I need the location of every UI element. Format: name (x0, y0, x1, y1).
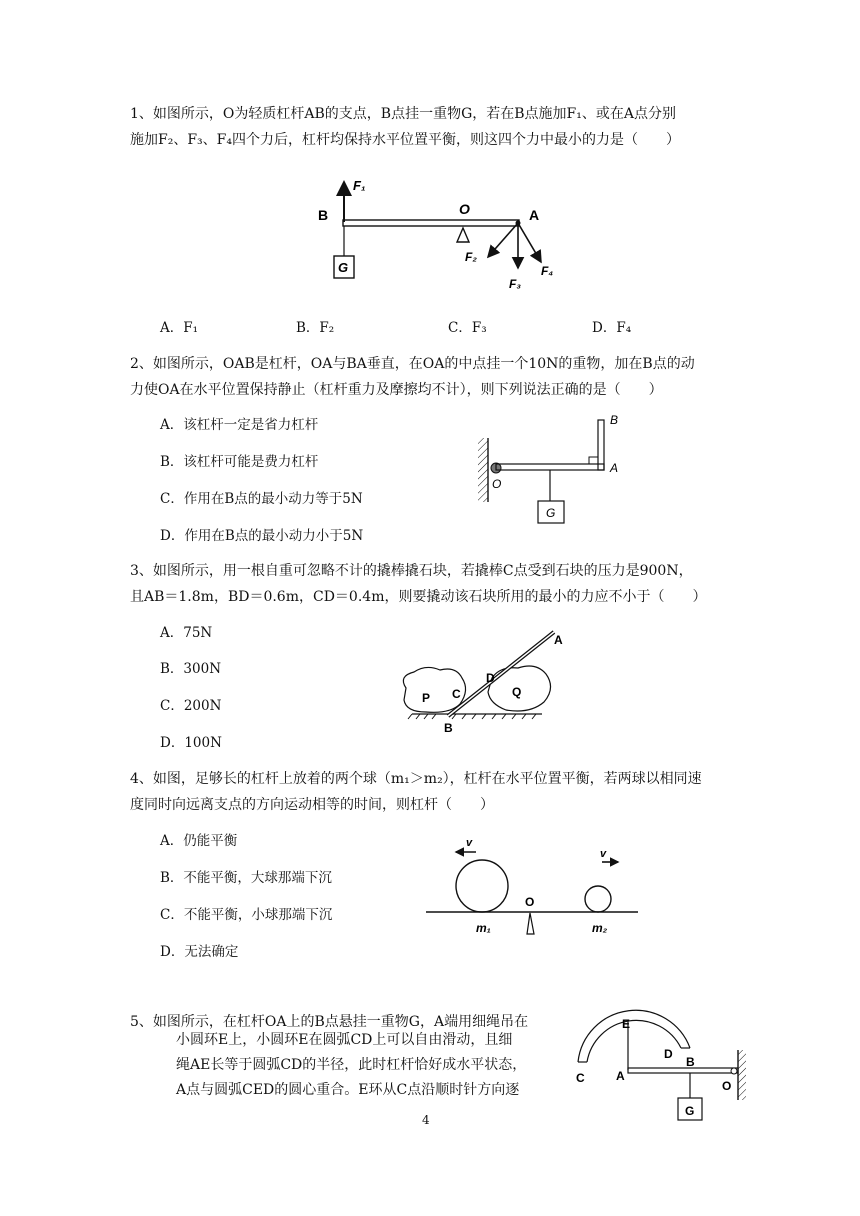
q1-option-b[interactable]: B．F₂ (296, 320, 335, 336)
q4-label-m1: m₁ (476, 921, 491, 935)
q1-option-a[interactable]: A．F₁ (160, 320, 199, 336)
q1-label-b: B (318, 207, 329, 223)
q2-label-a: A (610, 461, 619, 475)
q5-line1: 5、如图所示，在杠杆OA上的B点悬挂一重物G，A端用细绳吊在 (130, 1014, 529, 1030)
q3-label-c: C (452, 687, 461, 701)
q1-label-f3: F₃ (509, 277, 521, 291)
q4-option-b[interactable]: B．不能平衡，大球那端下沉 (160, 870, 332, 886)
q2-label-g: G (546, 506, 556, 520)
q1-line1: 1、如图所示，O为轻质杠杆AB的支点，B点挂一重物G，若在B点施加F₁、或在A点分别 (130, 106, 676, 122)
q4-line2: 度同时向远离支点的方向运动相等的时间，则杠杆（ ） (130, 797, 494, 813)
q1-label-a: A (529, 207, 540, 223)
q5-label-b: B (686, 1055, 695, 1069)
q1-label-g: G (338, 260, 349, 275)
q5-label-g: G (685, 1104, 695, 1118)
q4-option-c[interactable]: C．不能平衡，小球那端下沉 (160, 907, 333, 923)
q1-label-f4: F₄ (541, 264, 554, 278)
q5-label-a: A (616, 1069, 625, 1083)
q1-figure (315, 172, 565, 292)
q3-label-p: P (422, 691, 431, 705)
q4-option-d[interactable]: D．无法确定 (160, 944, 239, 960)
q2-option-c[interactable]: C．作用在B点的最小动力等于5N (160, 491, 363, 507)
q2-figure (476, 410, 636, 530)
q3-label-q: Q (512, 685, 522, 699)
q5-figure (574, 978, 754, 1128)
q5-label-c: C (576, 1071, 585, 1085)
q4-label-m2: m₂ (592, 921, 608, 935)
q2-label-o: O (492, 477, 502, 491)
q3-option-d[interactable]: D．100N (160, 735, 222, 751)
q5-label-e: E (622, 1017, 631, 1031)
q3-label-b: B (444, 721, 453, 735)
q2-option-a[interactable]: A．该杠杆一定是省力杠杆 (160, 417, 319, 433)
q4-label-v1: v (466, 837, 473, 849)
q2-line1: 2、如图所示，OAB是杠杆，OA与BA垂直，在OA的中点挂一个10N的重物，加在B点的动 (130, 356, 695, 372)
q2-option-d[interactable]: D．作用在B点的最小动力小于5N (160, 528, 364, 544)
q3-label-a: A (554, 633, 563, 647)
q2-label-b: B (610, 413, 619, 427)
q4-figure (424, 837, 644, 942)
q3-figure (396, 628, 596, 738)
page-number: 4 (422, 1113, 430, 1127)
q3-option-b[interactable]: B．300N (160, 661, 222, 677)
q1-line2: 施加F₂、F₃、F₄四个力后，杠杆均保持水平位置平衡，则这四个力中最小的力是（ ） (130, 132, 680, 148)
q5-label-o: O (722, 1079, 732, 1093)
q3-option-c[interactable]: C．200N (160, 698, 222, 714)
q2-line2: 力使OA在水平位置保持静止（杠杆重力及摩擦均不计），则下列说法正确的是（ ） (130, 382, 663, 398)
q5-line2: 小圆环E上，小圆环E在圆弧CD上可以自由滑动，且细 (176, 1032, 513, 1048)
q2-option-b[interactable]: B．该杠杆可能是费力杠杆 (160, 454, 319, 470)
q1-label-o: O (459, 201, 470, 217)
q3-line1: 3、如图所示，用一根自重可忽略不计的撬棒撬石块，若撬棒C点受到石块的压力是900N， (130, 563, 693, 579)
q4-label-v2: v (600, 848, 607, 860)
q5-label-d: D (664, 1047, 673, 1061)
q1-label-f2: F₂ (465, 250, 477, 264)
q4-option-a[interactable]: A．仍能平衡 (160, 833, 238, 849)
q3-label-d: D (486, 671, 495, 685)
q1-option-d[interactable]: D．F₄ (592, 320, 632, 336)
q3-option-a[interactable]: A．75N (160, 625, 213, 641)
q5-line4: A点与圆弧CED的圆心重合。E环从C点沿顺时针方向逐 (176, 1082, 520, 1098)
q4-label-o: O (525, 895, 535, 909)
q1-label-f1: F₁ (353, 178, 366, 193)
q1-option-c[interactable]: C．F₃ (448, 320, 487, 336)
q3-line2: 且AB＝1.8m，BD＝0.6m，CD＝0.4m，则要撬动该石块所用的最小的力应不小于（ ） (130, 589, 707, 605)
q4-line1: 4、如图，足够长的杠杆上放着的两个球（m₁＞m₂），杠杆在水平位置平衡，若两球以相同速 (130, 771, 702, 787)
q5-line3: 绳AE长等于圆弧CD的半径，此时杠杆恰好成水平状态， (176, 1057, 527, 1073)
